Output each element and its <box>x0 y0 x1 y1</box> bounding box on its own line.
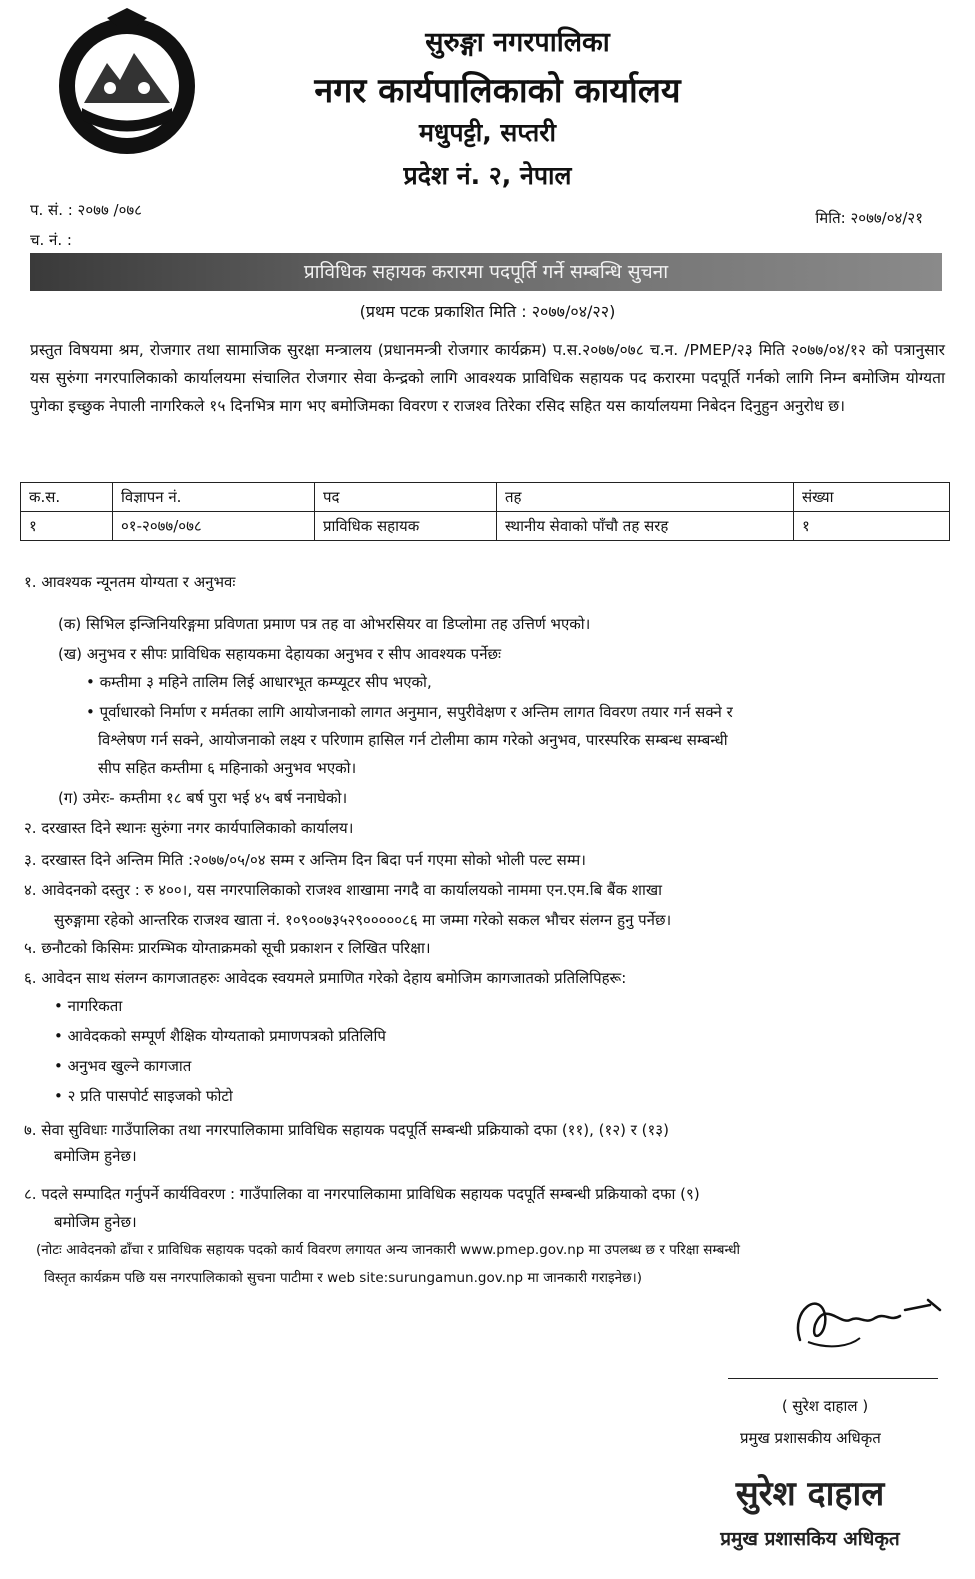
stamp-title: प्रमुख प्रशासकिय अधिकृत <box>720 1528 900 1550</box>
requirement-item: ४. आवेदनको दस्तुर : रु ४००।, यस नगरपालिकाको राजश्व शाखामा नगदै वा कार्यालयको नाममा एन.एम.बि बैंक शाखा <box>24 881 663 899</box>
table-cell: ०१-२०७७/०७८ <box>113 512 315 541</box>
table-header-cell: विज्ञापन नं. <box>113 483 315 512</box>
requirement-item: ३. दरखास्त दिने अन्तिम मिति :२०७७/०५/०४ सम्म र अन्तिम दिन बिदा पर्न गएमा सोको भोली पल्ट सम्म। <box>24 851 586 869</box>
requirement-item: ६. आवेदन साथ संलग्न कागजातहरुः आवेदक स्वयमले प्रमाणित गरेको देहाय बमोजिम कागजातको प्रतिलिपिहरू: <box>24 969 627 987</box>
list-item: • नागरिकता <box>54 997 123 1015</box>
municipality-name: सुरुङ्गा नगरपालिका <box>425 27 610 58</box>
table-cell: प्राविधिक सहायक <box>315 512 497 541</box>
table-header-cell: पद <box>315 483 497 512</box>
requirement-item: बमोजिम हुनेछ। <box>54 1147 137 1165</box>
notice-title-banner: प्राविधिक सहायक करारमा पदपूर्ति गर्ने सम्बन्धि सुचना <box>30 253 942 291</box>
office-address: मधुपट्टी, सप्तरी <box>419 118 556 147</box>
signer-title: प्रमुख प्रशासकीय अधिकृत <box>740 1429 881 1447</box>
note-line: (नोटः आवेदनको ढाँचा र प्राविधिक सहायक पदको कार्य विवरण लगायत अन्य जानकारी www.pmep.gov.np मा उपलब्ध छ र परिक्षा सम्बन्धी <box>36 1242 741 1258</box>
vacancy-table <box>20 482 950 541</box>
table-header-cell: तह <box>497 483 794 512</box>
requirement-item: (ख) अनुभव र सीपः प्राविधिक सहायकमा देहायका अनुभव र सीप आवश्यक पर्नेछः <box>58 645 502 663</box>
dispatch-number: च. नं. : <box>30 231 72 249</box>
list-item: • अनुभव खुल्ने कागजात <box>54 1057 192 1075</box>
list-item: • आवेदकको सम्पूर्ण शैक्षिक योग्यताको प्रमाणपत्रको प्रतिलिपि <box>54 1027 386 1045</box>
requirement-item: (क) सिभिल इन्जिनियरिङ्गमा प्रविणता प्रमाण पत्र तह वा ओभरसियर वा डिप्लोमा तह उत्तिर्ण भएको। <box>58 615 591 633</box>
requirement-item: बमोजिम हुनेछ। <box>54 1213 137 1231</box>
requirement-item: (ग) उमेरः- कम्तीमा १८ बर्ष पुरा भई ४५ बर्ष ननाघेको। <box>58 789 348 807</box>
list-item: • २ प्रति पासपोर्ट साइजको फोटो <box>54 1087 233 1105</box>
stamp-name: सुरेश दाहाल <box>735 1474 885 1514</box>
province-line: प्रदेश नं. २, नेपाल <box>403 161 572 190</box>
first-published-date: (प्रथम पटक प्रकाशित मिति : २०७७/०४/२२) <box>359 302 616 321</box>
official-stamp <box>690 1455 930 1565</box>
requirement-item: • पूर्वाधारको निर्माण र मर्मतका लागि आयोजनाको लागत अनुमान, सपुरीवेक्षण र अन्तिम लागत विवरण तयार गर्न सक्ने र <box>86 703 733 721</box>
table-header-row <box>21 483 950 512</box>
signer-name: ( सुरेश दाहाल ) <box>781 1397 869 1415</box>
requirement-item: ८. पदले सम्पादित गर्नुपर्ने कार्यविवरण : गाउँपालिका वा नगरपालिकामा प्राविधिक सहायक पदपूर्ति सम्बन्धी प्रक्रियाको दफा (९) <box>24 1185 700 1203</box>
requirement-item: ७. सेवा सुविधाः गाउँपालिका तथा नगरपालिकामा प्राविधिक सहायक पदपूर्ति सम्बन्धी प्रक्रियाको दफा (११), (१२) र (१३) <box>24 1121 669 1139</box>
office-name: नगर कार्यपालिकाको कार्यालय <box>314 71 681 111</box>
notice-date: मिति: २०७७/०४/२१ <box>815 209 923 227</box>
requirement-item: २. दरखास्त दिने स्थानः सुरुंगा नगर कार्यपालिकाको कार्यालय। <box>24 819 354 837</box>
signature-line <box>728 1378 938 1379</box>
requirement-item: १. आवश्यक न्यूनतम योग्यता र अनुभवः <box>24 573 236 591</box>
requirement-item: विश्लेषण गर्न सक्ने, आयोजनाको लक्ष्य र परिणाम हासिल गर्न टोलीमा काम गरेको अनुभव, पारस्परिक सम्बन्ध सम्बन्धी <box>98 731 728 749</box>
requirement-item: ५. छनौटको किसिमः प्रारम्भिक योग्ताक्रमको सूची प्रकाशन र लिखित परिक्षा। <box>24 939 431 957</box>
table-header-cell: क.स. <box>21 483 113 512</box>
requirement-item: सुरुङ्गामा रहेको आन्तरिक राजश्व खाता नं. १०९००७३५२९०००००८६ मा जम्मा गरेको सकल भौचर संलग्न हुनु पर्नेछ। <box>54 911 672 929</box>
reference-number: प. सं. : २०७७ /०७८ <box>30 201 142 219</box>
table-header-cell: संख्या <box>794 483 950 512</box>
signature-mark <box>780 1280 950 1360</box>
note-line: विस्तृत कार्यक्रम पछि यस नगरपालिकाको सुचना पाटीमा र web site:surungamun.gov.np मा जानकारी गराइनेछ।) <box>44 1270 642 1286</box>
table-cell: १ <box>21 512 113 541</box>
table-row <box>21 512 950 541</box>
requirement-item: सीप सहित कम्तीमा ६ महिनाको अनुभव भएको। <box>98 759 357 777</box>
intro-paragraph: प्रस्तुत विषयमा श्रम, रोजगार तथा सामाजिक सुरक्षा मन्त्रालय (प्रधानमन्त्री रोजगार कार्यक्रम) प.स.२०७७/०७८ च.न. /PMEP/२३ मिति २०७७/०४/१२ को पत्रानुसार यस सुरुंगा नगरपालिकाको कार्यालयमा संचालित रोजगार सेवा केन्द्रको लागि आवश्यक प्राविधिक सहायक पद करारमा पदपूर्ति गर्नको लागि निम्न बमोजिम योग्यता पुगेका इच्छुक नेपाली नागरिकले १५ दिनभित्र माग भए बमोजिमका विवरण र राजश्व तिरेका रसिद सहित यस कार्यालयमा निबेदन दिनुहुन अनुरोध छ। <box>30 341 945 415</box>
table-cell: १ <box>794 512 950 541</box>
table-cell: स्थानीय सेवाको पाँचौ तह सरह <box>497 512 794 541</box>
requirement-item: • कम्तीमा ३ महिने तालिम लिई आधारभूत कम्प्यूटर सीप भएको, <box>86 673 432 691</box>
